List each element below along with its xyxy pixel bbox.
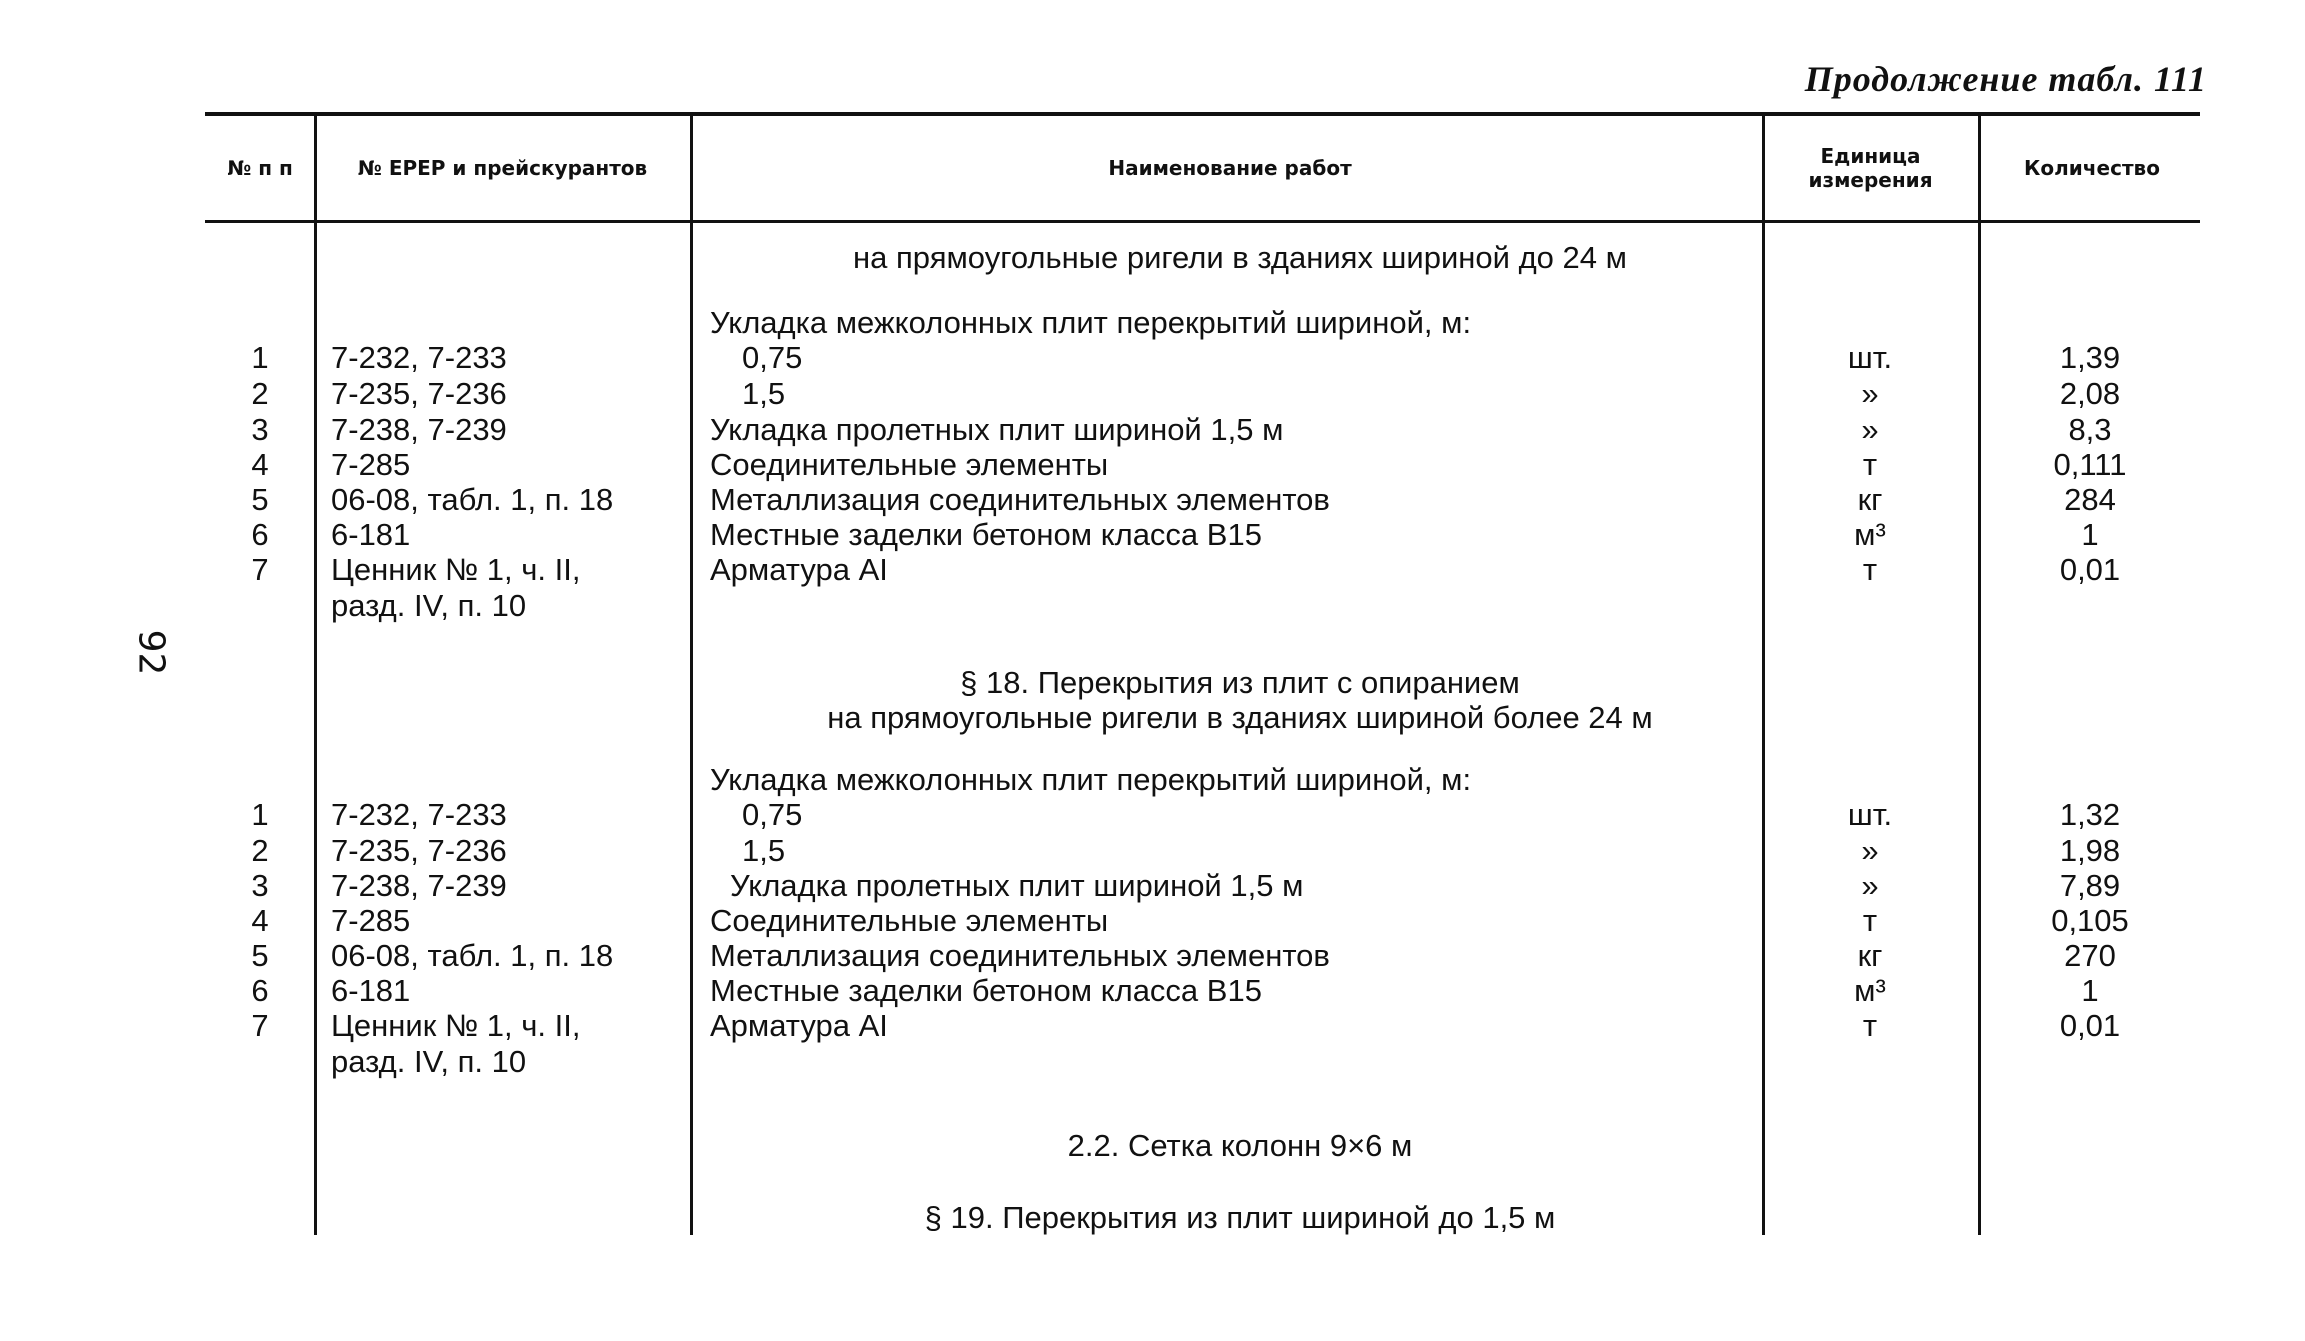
row-name: 1,5 bbox=[742, 376, 786, 411]
table-row bbox=[0, 482, 2305, 518]
section-subheading: Укладка межколонных плит перекрытий шириной, м: bbox=[710, 762, 1472, 797]
row-name: Арматура АI bbox=[710, 1008, 888, 1043]
header-col-unit: Единица измерения bbox=[1808, 144, 1933, 192]
table-row bbox=[0, 797, 2305, 833]
row-number: 6 bbox=[251, 973, 269, 1008]
table-row bbox=[0, 552, 2305, 588]
table-row bbox=[0, 903, 2305, 939]
row-code: 06-08, табл. 1, п. 18 bbox=[331, 482, 614, 517]
row-name: Соединительные элементы bbox=[710, 447, 1109, 482]
row-number: 1 bbox=[251, 340, 269, 375]
row-unit: т bbox=[1862, 447, 1878, 482]
row-qty: 1,98 bbox=[2059, 833, 2121, 868]
row-number: 2 bbox=[251, 833, 269, 868]
row-name: 0,75 bbox=[742, 340, 803, 375]
row-qty: 284 bbox=[2064, 482, 2116, 517]
row-name: Местные заделки бетоном класса В15 bbox=[710, 517, 1262, 552]
row-qty: 7,89 bbox=[2059, 868, 2121, 903]
section-heading: 2.2. Сетка колонн 9×6 м bbox=[1067, 1128, 1413, 1163]
row-unit: т bbox=[1862, 552, 1878, 587]
row-code: Ценник № 1, ч. II, bbox=[331, 1008, 581, 1043]
row-unit: » bbox=[1861, 412, 1879, 447]
row-qty: 0,105 bbox=[2051, 903, 2129, 938]
row-name: Арматура АI bbox=[710, 552, 888, 587]
row-name: Укладка пролетных плит шириной 1,5 м bbox=[710, 412, 1284, 447]
header-col-code: № ЕРЕР и прейскурантов bbox=[357, 156, 648, 180]
row-qty: 1 bbox=[2081, 973, 2099, 1008]
row-number: 7 bbox=[251, 552, 269, 587]
section-heading: § 18. Перекрытия из плит с опиранием bbox=[960, 665, 1520, 700]
row-name: 1,5 bbox=[742, 833, 786, 868]
header-col-name: Наименование работ bbox=[1108, 156, 1352, 180]
row-qty: 2,08 bbox=[2059, 376, 2121, 411]
header-col-qty: Количество bbox=[2024, 156, 2160, 180]
row-unit: м³ bbox=[1854, 517, 1886, 552]
row-code: 06-08, табл. 1, п. 18 bbox=[331, 938, 614, 973]
table-row bbox=[0, 340, 2305, 376]
row-unit: м³ bbox=[1854, 973, 1886, 1008]
row-unit: кг bbox=[1857, 938, 1883, 973]
row-number: 3 bbox=[251, 868, 269, 903]
row-code: 7-285 bbox=[331, 903, 411, 938]
header-col-num: № п п bbox=[227, 156, 293, 180]
row-unit: » bbox=[1861, 376, 1879, 411]
row-unit: т bbox=[1862, 903, 1878, 938]
row-qty: 1,39 bbox=[2059, 340, 2121, 375]
row-qty: 0,01 bbox=[2059, 552, 2121, 587]
section-heading: на прямоугольные ригели в зданиях шириной до 24 м bbox=[853, 240, 1627, 275]
row-number: 2 bbox=[251, 376, 269, 411]
row-name: Укладка пролетных плит шириной 1,5 м bbox=[730, 868, 1304, 903]
table-row bbox=[0, 973, 2305, 1009]
row-qty: 0,01 bbox=[2059, 1008, 2121, 1043]
row-number: 6 bbox=[251, 517, 269, 552]
row-code: разд. IV, п. 10 bbox=[331, 588, 527, 623]
row-number: 4 bbox=[251, 903, 269, 938]
row-name: 0,75 bbox=[742, 797, 803, 832]
row-name: Металлизация соединительных элементов bbox=[710, 938, 1330, 973]
table-row bbox=[0, 1008, 2305, 1044]
row-qty: 1 bbox=[2081, 517, 2099, 552]
row-code: 7-238, 7-239 bbox=[331, 412, 507, 447]
row-code: 7-232, 7-233 bbox=[331, 340, 507, 375]
row-code: 7-238, 7-239 bbox=[331, 868, 507, 903]
row-code: Ценник № 1, ч. II, bbox=[331, 552, 581, 587]
row-unit: » bbox=[1861, 833, 1879, 868]
row-code: 7-235, 7-236 bbox=[331, 376, 507, 411]
row-qty: 0,111 bbox=[2053, 447, 2127, 482]
section-heading: § 19. Перекрытия из плит шириной до 1,5 м bbox=[924, 1200, 1556, 1235]
table-row bbox=[0, 447, 2305, 483]
section-heading: на прямоугольные ригели в зданиях шириной более 24 м bbox=[827, 700, 1653, 735]
row-unit: шт. bbox=[1847, 797, 1893, 832]
table-row bbox=[0, 1044, 2305, 1080]
row-qty: 270 bbox=[2064, 938, 2116, 973]
row-qty: 8,3 bbox=[2068, 412, 2112, 447]
table-row bbox=[0, 517, 2305, 553]
row-code: 7-285 bbox=[331, 447, 411, 482]
row-qty: 1,32 bbox=[2059, 797, 2121, 832]
page-number: 92 bbox=[130, 629, 172, 676]
table-row bbox=[0, 938, 2305, 974]
row-code: разд. IV, п. 10 bbox=[331, 1044, 527, 1079]
table-caption: Продолжение табл. 111 bbox=[1804, 59, 2207, 99]
row-number: 5 bbox=[251, 938, 269, 973]
row-unit: т bbox=[1862, 1008, 1878, 1043]
row-unit: шт. bbox=[1847, 340, 1893, 375]
section-subheading: Укладка межколонных плит перекрытий шириной, м: bbox=[710, 305, 1472, 340]
row-unit: кг bbox=[1857, 482, 1883, 517]
table-row bbox=[0, 588, 2305, 624]
row-number: 5 bbox=[251, 482, 269, 517]
row-unit: » bbox=[1861, 868, 1879, 903]
row-code: 6-181 bbox=[331, 517, 411, 552]
row-code: 6-181 bbox=[331, 973, 411, 1008]
row-name: Соединительные элементы bbox=[710, 903, 1109, 938]
row-number: 4 bbox=[251, 447, 269, 482]
row-name: Металлизация соединительных элементов bbox=[710, 482, 1330, 517]
table-row bbox=[0, 833, 2305, 869]
table-row bbox=[0, 376, 2305, 412]
table-row bbox=[0, 868, 2305, 904]
table-row bbox=[0, 412, 2305, 448]
row-code: 7-235, 7-236 bbox=[331, 833, 507, 868]
row-number: 1 bbox=[251, 797, 269, 832]
row-code: 7-232, 7-233 bbox=[331, 797, 507, 832]
row-name: Местные заделки бетоном класса В15 bbox=[710, 973, 1262, 1008]
row-number: 3 bbox=[251, 412, 269, 447]
row-number: 7 bbox=[251, 1008, 269, 1043]
